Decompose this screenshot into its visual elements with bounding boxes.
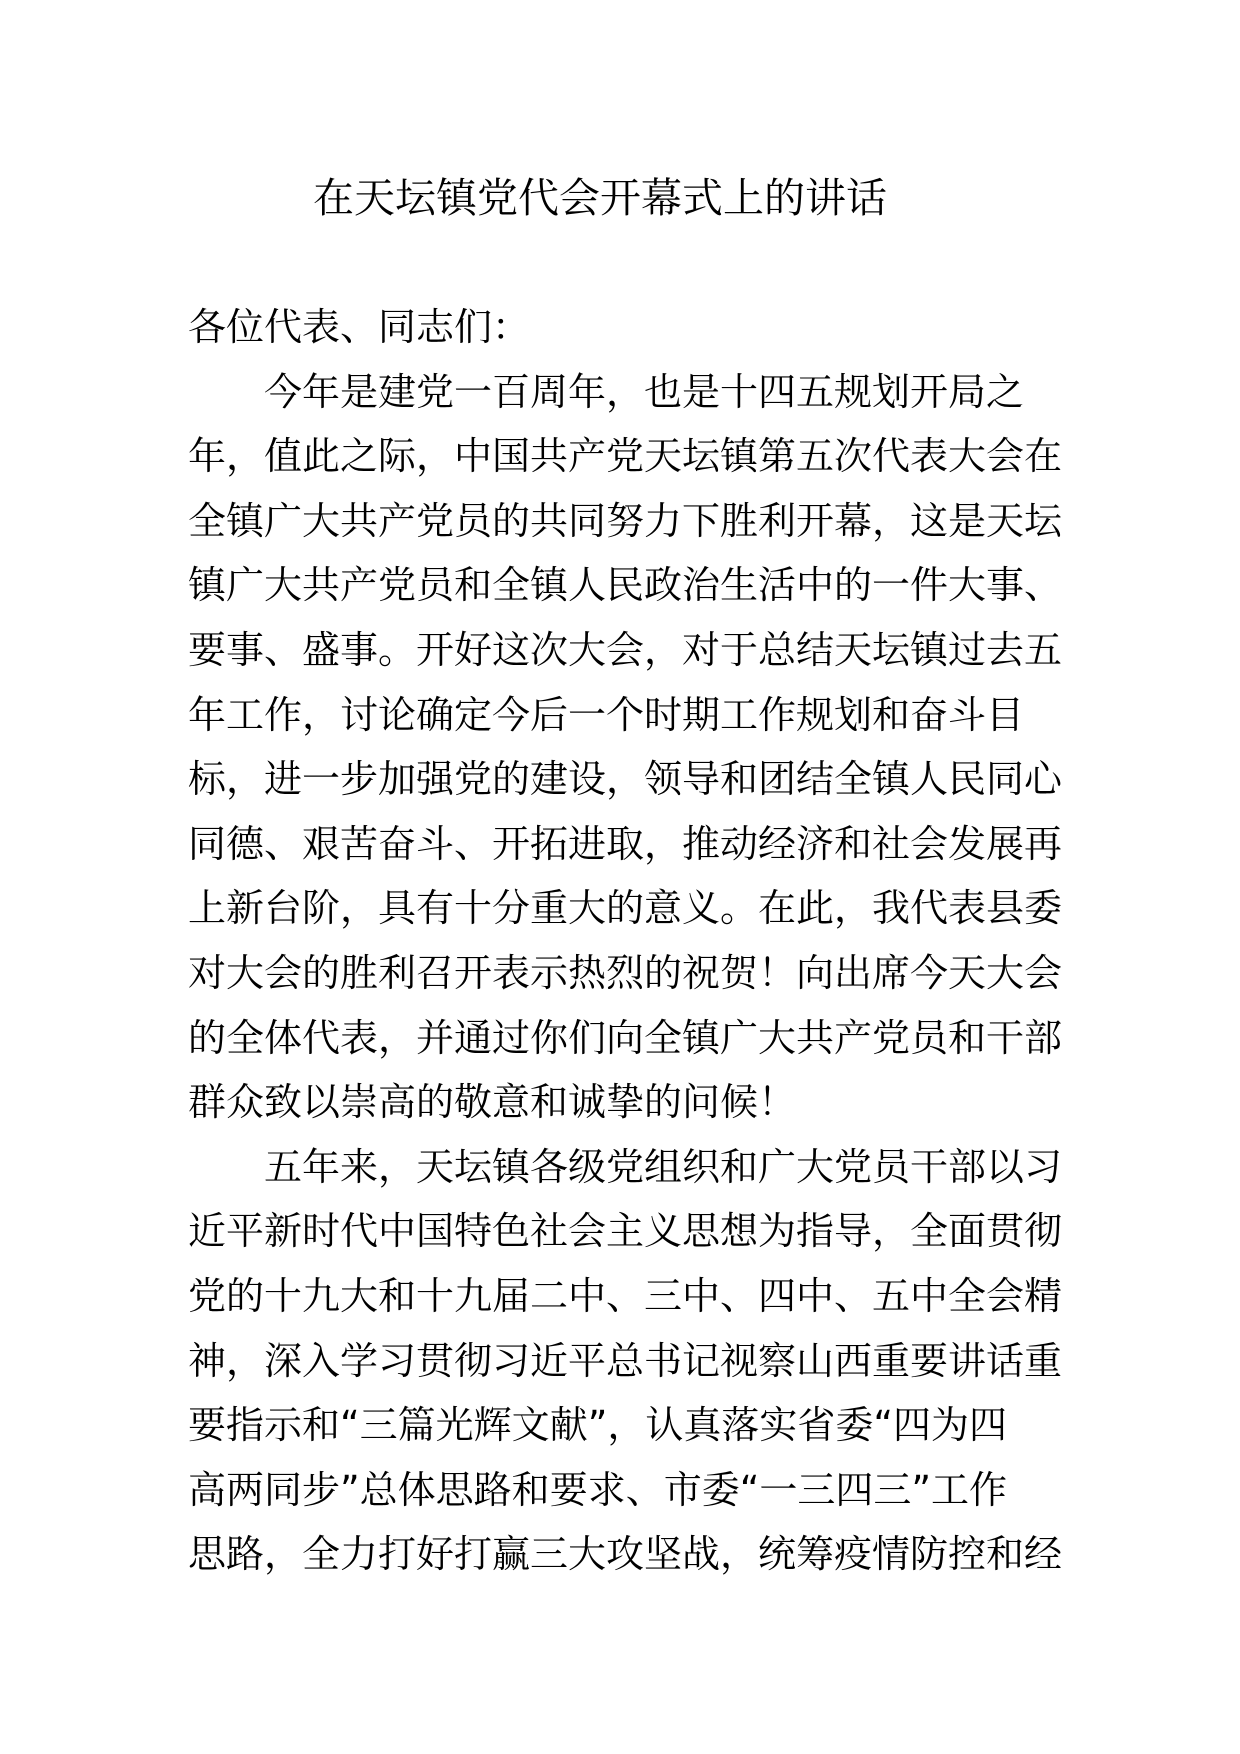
paragraph-line: 上新台阶，具有十分重大的意义。在此，我代表县委 [188,886,1063,931]
paragraph-line: 今年是建党一百周年，也是十四五规划开局之 [264,369,1025,414]
paragraph-line: 的全体代表，并通过你们向全镇广大共产党员和干部 [188,1015,1063,1060]
paragraph-line: 全镇广大共产党员的共同努力下胜利开幕，这是天坛 [188,498,1063,543]
paragraph-line: 思路，全力打好打赢三大攻坚战，统筹疫情防控和经 [188,1532,1063,1577]
paragraph-line: 党的十九大和十九届二中、三中、四中、五中全会精 [188,1273,1063,1318]
paragraph-line: 高两同步”总体思路和要求、市委“一三四三”工作 [188,1467,1008,1512]
paragraph-line: 年，值此之际，中国共产党天坛镇第五次代表大会在 [188,434,1063,479]
paragraph-line: 要事、盛事。开好这次大会，对于总结天坛镇过去五 [188,627,1063,672]
paragraph-line: 对大会的胜利召开表示热烈的祝贺！向出席今天大会 [188,950,1063,995]
salutation-line: 各位代表、同志们： [188,305,531,349]
paragraph-line: 同德、艰苦奋斗、开拓进取，推动经济和社会发展再 [188,821,1063,866]
paragraph-line: 标，进一步加强党的建设，领导和团结全镇人民同心 [188,757,1063,802]
paragraph-line: 近平新时代中国特色社会主义思想为指导，全面贯彻 [188,1209,1063,1254]
paragraph-line: 神，深入学习贯彻习近平总书记视察山西重要讲话重 [188,1338,1063,1383]
paragraph-line: 年工作，讨论确定今后一个时期工作规划和奋斗目 [188,692,1025,737]
document-title: 在天坛镇党代会开幕式上的讲话 [313,174,887,222]
document-body [188,295,1063,1587]
paragraph-line: 要指示和“三篇光辉文献”，认真落实省委“四为四 [188,1403,1008,1448]
paragraph-line: 五年来，天坛镇各级党组织和广大党员干部以习 [264,1144,1063,1189]
paragraph-line: 群众致以崇高的敬意和诚挚的问候！ [188,1080,797,1125]
paragraph-line: 镇广大共产党员和全镇人民政治生活中的一件大事、 [188,563,1063,608]
